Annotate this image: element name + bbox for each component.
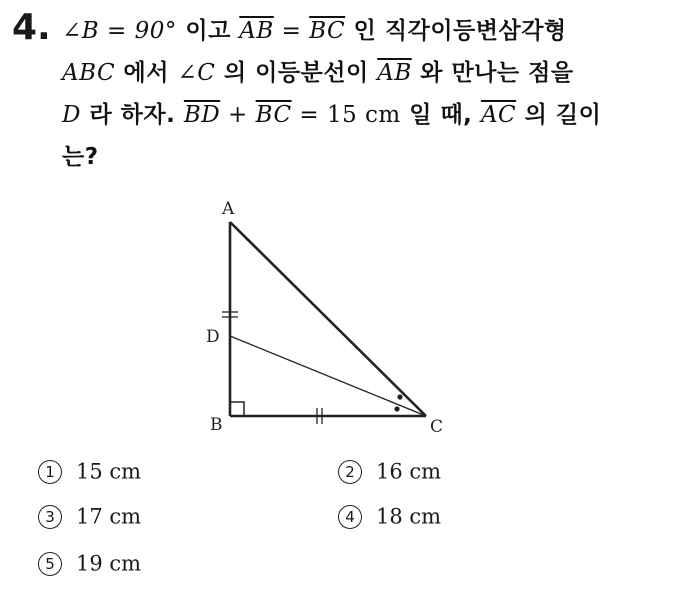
choice-value: 15 cm (76, 459, 142, 484)
question-number: 4. (12, 7, 51, 48)
stem-text: 인 직각이등변삼각형 (345, 18, 567, 44)
label-b: B (210, 415, 223, 435)
choice-5[interactable] (38, 550, 141, 576)
angle-c: ∠C (177, 60, 216, 86)
question-stem (62, 10, 662, 178)
side-ac (230, 222, 426, 416)
choice-3[interactable] (38, 503, 141, 529)
choice-value: 16 cm (376, 459, 442, 484)
choice-marker: 1 (38, 460, 62, 484)
label-a: A (222, 199, 235, 219)
stem-line-2 (62, 52, 662, 94)
stem-text: 의 길이 (516, 102, 602, 128)
stem-line-3 (62, 94, 662, 136)
angle-b-condition: ∠B = 90° (62, 18, 177, 44)
equals-sign: = (273, 18, 310, 44)
stem-text: 이고 (176, 18, 240, 44)
segment-ac: $\overline{AC}$ (480, 102, 517, 128)
label-c: C (430, 417, 444, 437)
angle-dot-1 (397, 394, 402, 399)
choice-2[interactable] (338, 458, 441, 484)
plus-sign: + (220, 102, 256, 128)
segment-ab: $\overline{AB}$ (377, 60, 412, 86)
stem-text: 일 때, (400, 102, 481, 128)
stem-text: 와 만나는 점을 (411, 60, 574, 86)
triangle-diagram (190, 190, 450, 440)
angle-dot-2 (394, 406, 399, 411)
choice-marker: 4 (338, 505, 362, 529)
choice-value: 18 cm (376, 504, 442, 529)
stem-line-1 (62, 10, 662, 52)
segment-bc: $\overline{BC}$ (255, 102, 292, 128)
segment-bc: $\overline{BC}$ (309, 18, 346, 44)
choice-4[interactable] (338, 503, 441, 529)
choice-1[interactable] (38, 458, 141, 484)
triangle-figure (190, 190, 450, 440)
choice-marker: 5 (38, 552, 62, 576)
stem-text: 에서 (115, 60, 178, 86)
segment-ab: $\overline{AB}$ (239, 18, 274, 44)
point-d: D (62, 102, 81, 128)
label-d: D (206, 327, 220, 347)
choice-marker: 2 (338, 460, 362, 484)
triangle-abc: ABC (62, 60, 116, 86)
stem-text: 라 하자. (80, 102, 184, 128)
choice-value: 19 cm (76, 551, 142, 576)
bisector-cd (230, 336, 426, 416)
choice-value: 17 cm (76, 504, 142, 529)
stem-text: 의 이등분선이 (215, 60, 378, 86)
length-value: = 15 cm (291, 102, 401, 128)
choice-marker: 3 (38, 505, 62, 529)
segment-bd: $\overline{BD}$ (183, 102, 221, 128)
stem-line-4: 는? (62, 144, 99, 170)
right-angle-mark (230, 402, 244, 416)
